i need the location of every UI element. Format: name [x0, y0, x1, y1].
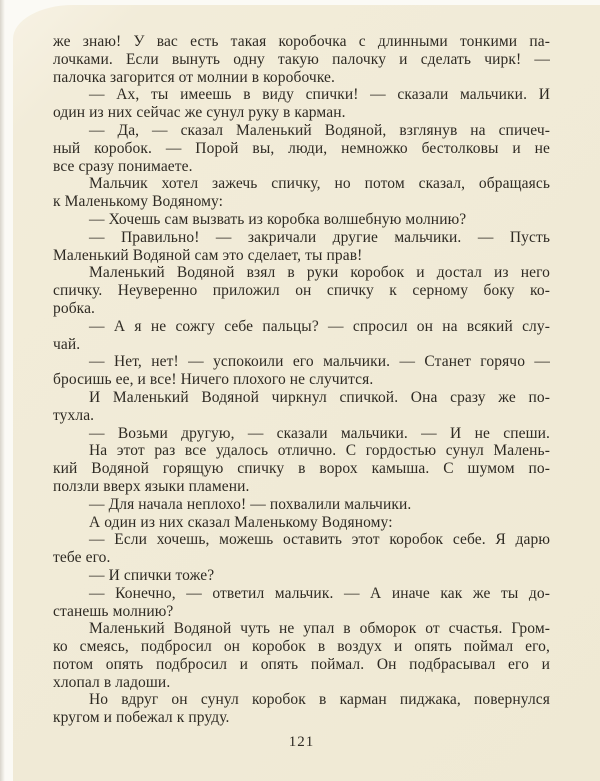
- text-line: — Ах, ты имеешь в виду спички! — сказали мальчики. И: [89, 86, 550, 104]
- book-page-scan: [13, 5, 600, 781]
- text-line: Маленький Водяной чуть не упал в обморок от счастья. Гром-: [89, 620, 550, 638]
- text-line: к Маленькому Водяному:: [53, 193, 224, 211]
- text-line: бросишь ее, и все! Ничего плохого не случится.: [53, 371, 374, 389]
- text-line: спичку. Неуверенно приложил он спичку к серному боку ко-: [53, 282, 550, 300]
- text-line: Но вдруг он сунул коробок в карман пиджака, повернулся: [89, 691, 550, 709]
- text-line: — А я не сожгу себе пальцы? — спросил он на всякий слу-: [89, 317, 550, 335]
- text-line: один из них сейчас же сунул руку в карман.: [53, 104, 346, 122]
- text-line: И Маленький Водяной чиркнул спичкой. Она сразу же по-: [89, 388, 550, 406]
- text-line: — Возьми другую, — сказали мальчики. — И не спеши.: [89, 424, 550, 442]
- text-line: робка.: [53, 299, 96, 317]
- text-line: все сразу понимаете.: [53, 157, 193, 175]
- text-line: же знаю! У вас есть такая коробочка с длинными тонкими па-: [53, 33, 550, 50]
- text-line: ный коробок. — Порой вы, люди, немножко бестолковы и не: [53, 139, 550, 157]
- text-line: тебе его.: [53, 549, 111, 567]
- text-line: Маленький Водяной взял в руки коробок и достал из него: [89, 264, 550, 282]
- text-line: А один из них сказал Маленькому Водяному:: [89, 513, 393, 531]
- text-line: ползли вверх языки пламени.: [53, 477, 250, 495]
- text-line: кий Водяной горящую спичку в ворох камыша. С шумом по-: [53, 460, 550, 478]
- text-line: ко смеясь, подбросил он коробок в воздух и опять поймал его,: [53, 638, 550, 656]
- text-line: — Нет, нет! — успокоили его мальчики. — Станет горячо —: [89, 353, 550, 371]
- text-line: Маленький Водяной сам это сделает, ты прав!: [53, 246, 363, 264]
- text-line: На этот раз все удалось отлично. С гордостью сунул Малень-: [89, 442, 550, 460]
- text-line: тухла.: [53, 406, 95, 424]
- text-line: палочка загорится от молнии в коробочке.: [53, 68, 336, 86]
- text-line: потом опять подбросил и опять поймал. Он подбрасывал его и: [53, 655, 550, 673]
- page-text: [53, 33, 550, 727]
- text-line: станешь молнию?: [53, 602, 174, 620]
- text-line: — Хочешь сам вызвать из коробка волшебную молнию?: [89, 210, 467, 228]
- text-line: чай.: [53, 335, 81, 353]
- text-line: — И спички тоже?: [89, 566, 215, 584]
- text-line: лочками. Если вынуть одну такую палочку и сделать чирк! —: [53, 50, 550, 68]
- text-line: — Для начала неплохо! — похвалили мальчики.: [89, 495, 412, 513]
- page-number: 121: [288, 734, 315, 750]
- text-line: кругом и побежал к пруду.: [53, 709, 230, 727]
- text-line: хлопал в ладоши.: [53, 673, 171, 691]
- text-line: — Если хочешь, можешь оставить этот коробок себе. Я дарю: [89, 531, 550, 549]
- text-line: — Правильно! — закричали другие мальчики. — Пусть: [89, 228, 550, 246]
- text-line: Мальчик хотел зажечь спичку, но потом сказал, обращаясь: [89, 175, 550, 193]
- text-line: — Конечно, — ответил мальчик. — А иначе как же ты до-: [89, 584, 550, 602]
- text-line: — Да, — сказал Маленький Водяной, взглянув на спичеч-: [89, 121, 550, 139]
